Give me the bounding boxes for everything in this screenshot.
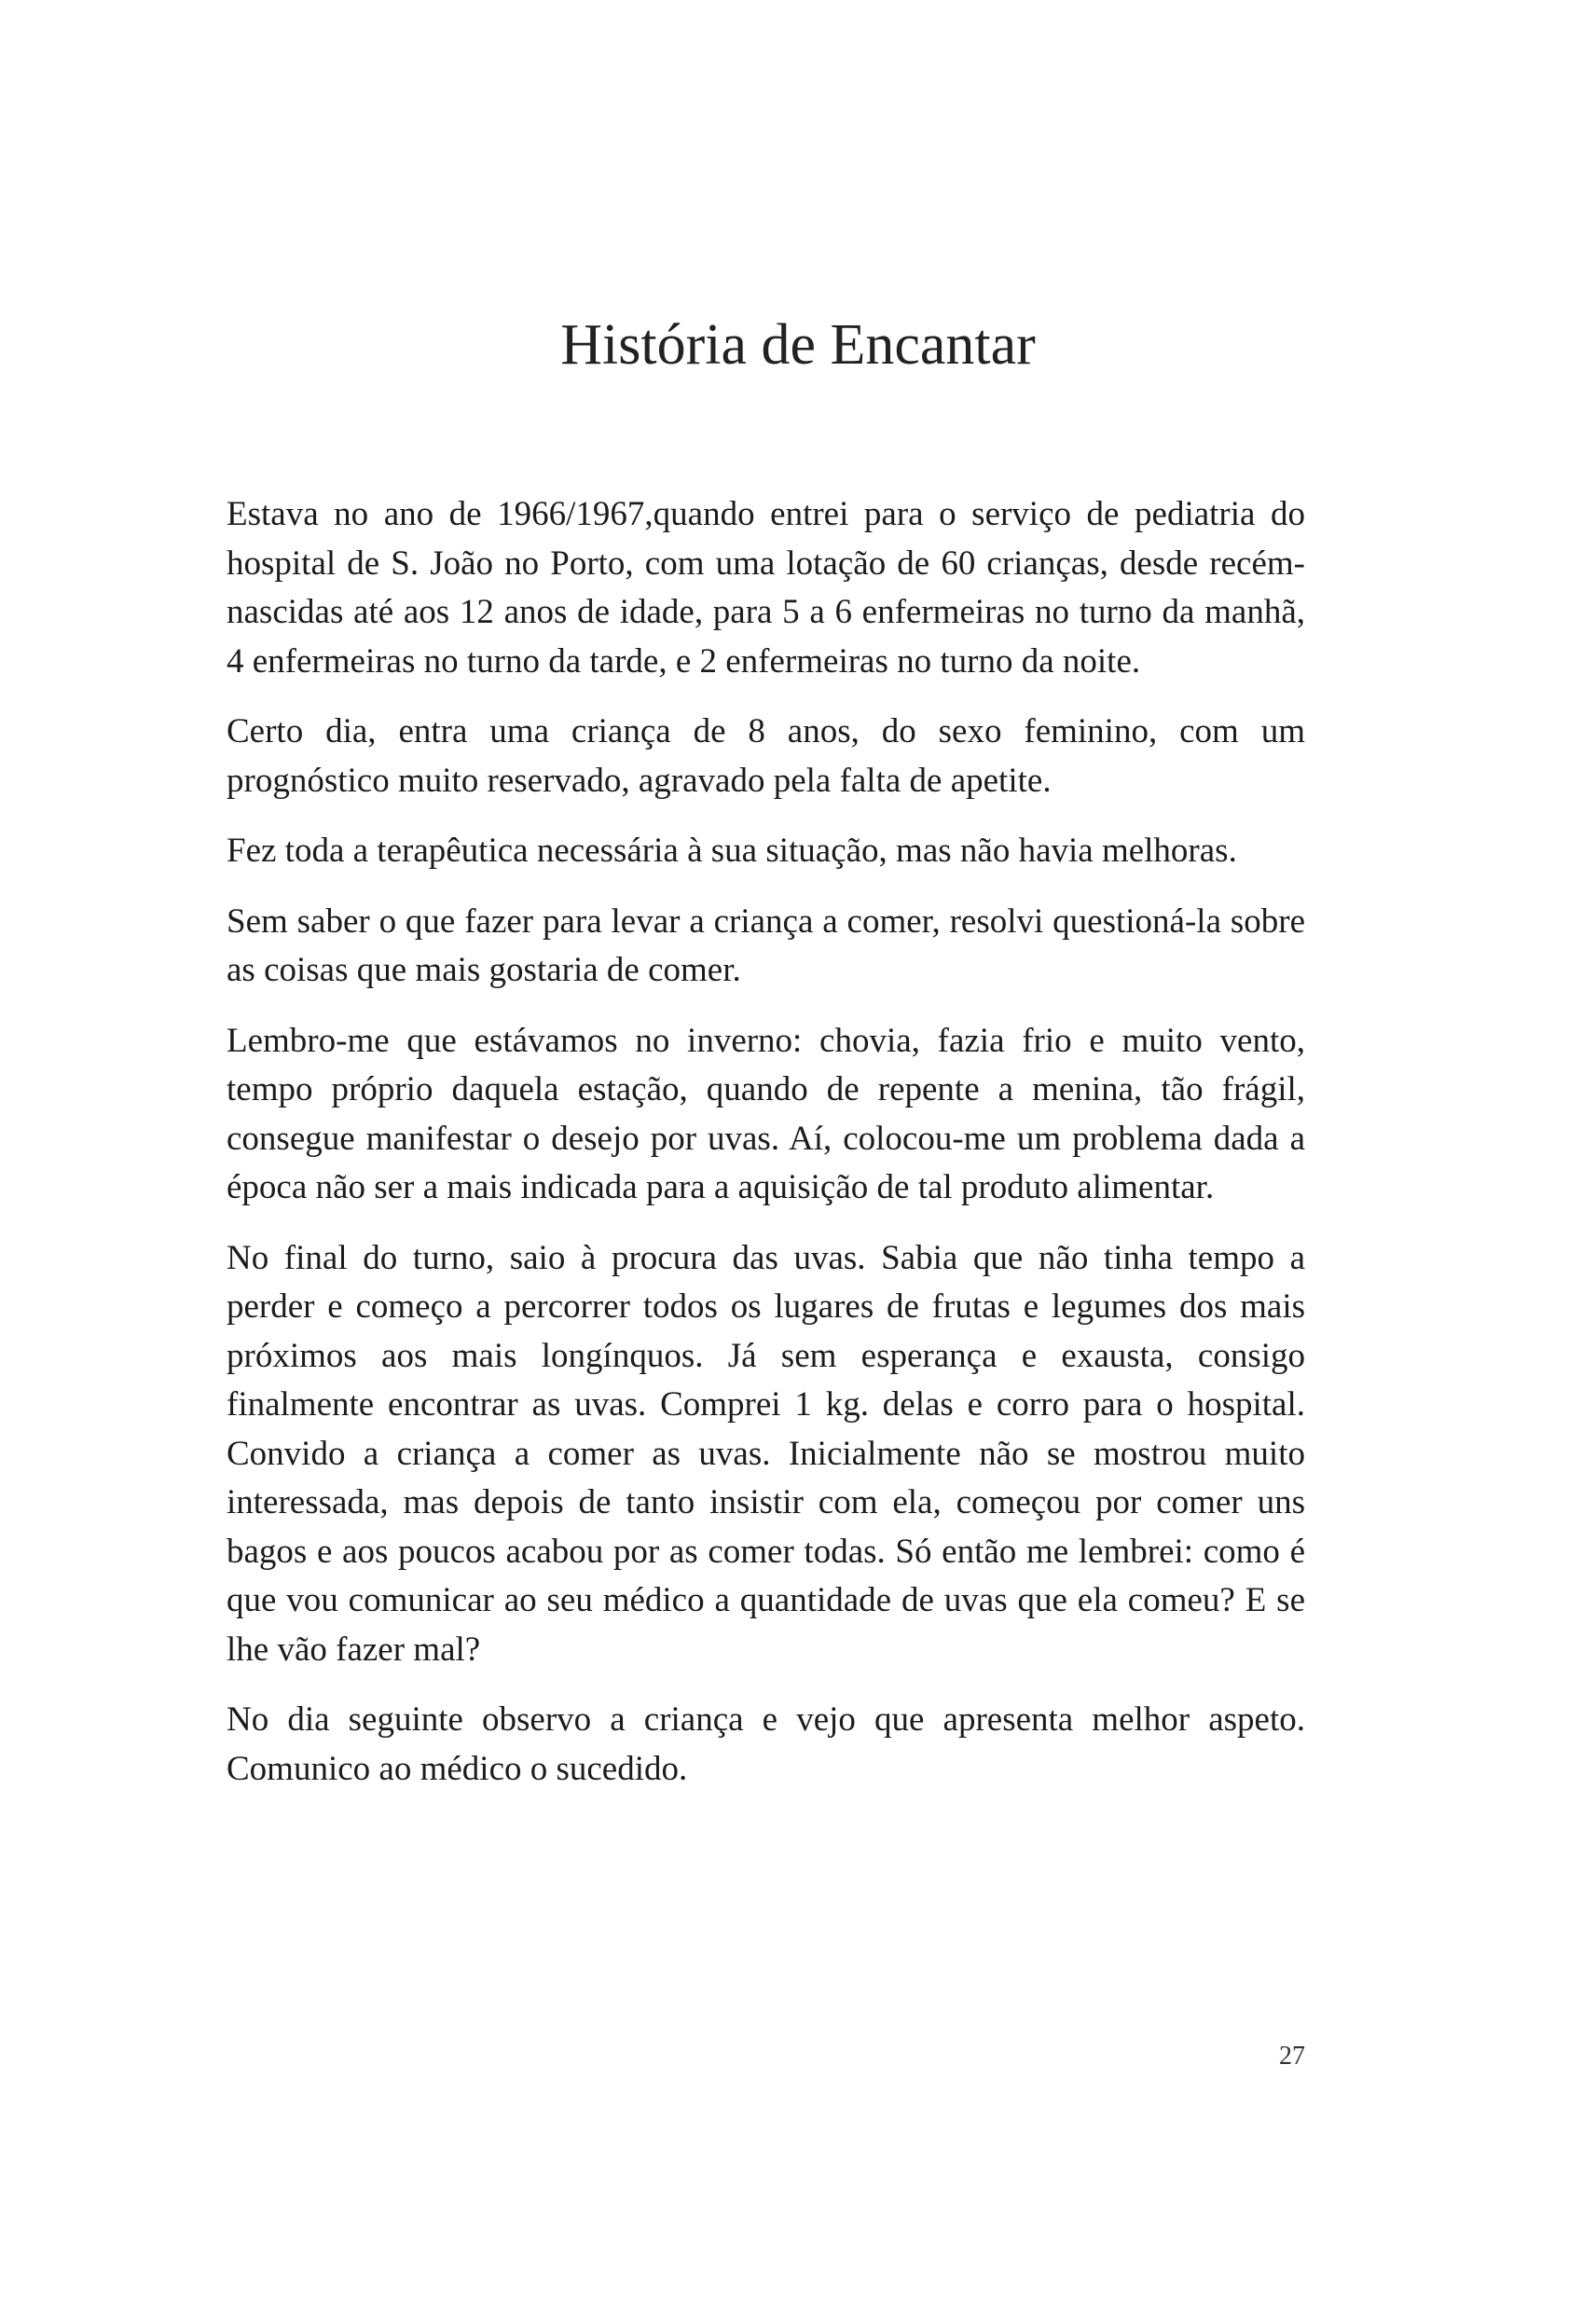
paragraph-5: Lembro-me que estávamos no inverno: chovia, fazia frio e muito vento, tempo próprio daquela estação, quando de repente a menina, tão frágil, consegue manifestar o desejo por uvas. Aí, colocou-me um problema dada a época não ser a mais indicada para a aquisição de tal produto alimentar. (227, 1021, 1305, 1206)
paragraph-7: No dia seguinte observo a criança e vejo que apresenta melhor aspeto. Comunico ao médico o sucedido. (227, 1700, 1305, 1788)
paragraph-4: Sem saber o que fazer para levar a criança a comer, resolvi questioná-la sobre as coisas que mais gostaria de comer. (227, 901, 1305, 989)
paragraph-6: No final do turno, saio à procura das uvas. Sabia que não tinha tempo a perder e começo a percorrer todos os lugares de frutas e legumes dos mais próximos aos mais longínquos. Já sem esperança e exausta, consigo finalmente encontrar as uvas. Comprei 1 kg. delas e corro para o hospital. Convido a criança a comer as uvas. Inicialmente não se mostrou muito interessada, mas depois de tanto insistir com ela, começou por comer uns bagos e aos poucos acabou por as comer todas. Só então me lembrei: como é que vou comunicar ao seu médico a quantidade de uvas que ela comeu? E se lhe vão fazer mal? (227, 1238, 1305, 1669)
paragraph-1: Estava no ano de 1966/1967,quando entrei para o serviço de pediatria do hospital de S. João no Porto, com uma lotação de 60 crianças, desde recém-nascidas até aos 12 anos de idade, para 5 a 6 enfermeiras no turno da manhã, 4 enfermeiras no turno da tarde, e 2 enfermeiras no turno da noite. (227, 495, 1305, 681)
paragraph-3: Fez toda a terapêutica necessária à sua situação, mas não havia melhoras. (227, 832, 1237, 870)
page-number: 27 (1279, 2042, 1305, 2071)
page-title: História de Encantar (560, 313, 1036, 377)
body-text (227, 490, 1305, 1815)
paragraph-2: Certo dia, entra uma criança de 8 anos, do sexo feminino, com um prognóstico muito reservado, agravado pela falta de apetite. (227, 712, 1305, 800)
